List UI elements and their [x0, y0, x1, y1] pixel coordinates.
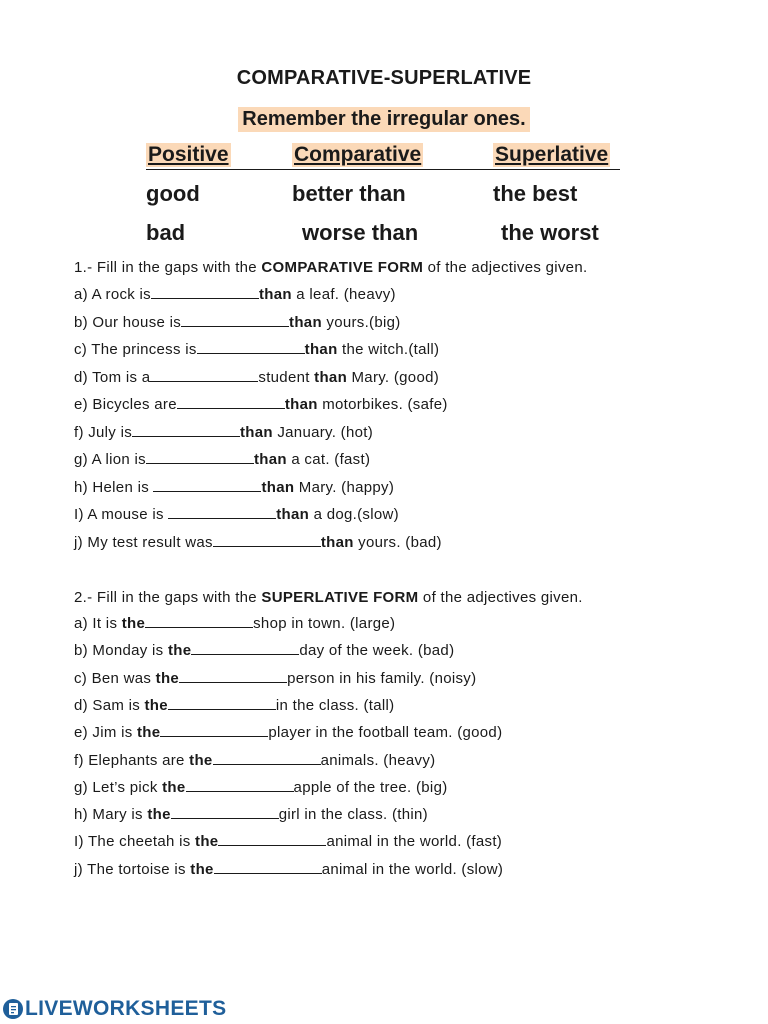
item-keyword: the	[167, 642, 192, 660]
item-text-before: h) Mary is	[74, 806, 148, 824]
header-underline	[146, 169, 620, 170]
answer-blank[interactable]	[160, 724, 268, 737]
exercise2-instruction	[74, 589, 583, 606]
item-text-after: animals. (heavy)	[320, 751, 436, 769]
item-text-before: c) Ben was	[74, 669, 156, 687]
exercise-item	[74, 534, 442, 551]
item-text-after: animal in the world. (slow)	[321, 860, 504, 878]
item-keyword: than	[289, 313, 322, 331]
item-text-before: j) The tortoise is	[74, 860, 191, 878]
instruction-bold: COMPARATIVE FORM	[261, 259, 424, 276]
subtitle: Remember the irregular ones.	[238, 107, 529, 132]
item-keyword: than	[276, 506, 310, 523]
answer-blank[interactable]	[218, 833, 326, 846]
exercise-item	[74, 724, 502, 741]
answer-blank[interactable]	[179, 670, 287, 683]
item-text-middle: student	[258, 368, 315, 386]
item-text-after: a leaf. (heavy)	[291, 286, 396, 303]
header-superlative: Superlative	[495, 143, 609, 166]
item-text-before: b) Monday is	[74, 642, 168, 660]
comparative-cell: better than	[292, 181, 406, 206]
exercise-item	[74, 861, 503, 878]
item-text-after: shop in town. (large)	[253, 615, 396, 632]
item-text-before: f) Elephants are	[74, 751, 190, 769]
exercise-item	[74, 670, 476, 687]
item-text-before: f) July is	[74, 423, 133, 441]
item-text-before: j) My test result was	[74, 533, 213, 551]
item-keyword: than	[258, 286, 292, 303]
item-text-before: I) The cheetah is	[74, 833, 196, 851]
item-keyword: than	[261, 478, 295, 496]
answer-blank[interactable]	[145, 615, 253, 628]
exercise-item	[74, 396, 448, 413]
item-text-after: yours. (bad)	[353, 533, 442, 551]
item-text-after: a cat. (fast)	[286, 451, 371, 468]
item-keyword: the	[137, 724, 161, 742]
item-text-after: Mary. (good)	[347, 368, 440, 386]
item-text-after: player in the football team. (good)	[268, 724, 503, 742]
exercise-item	[74, 369, 439, 386]
item-text-after: in the class. (tall)	[275, 696, 395, 714]
answer-blank[interactable]	[186, 779, 294, 792]
instruction-text: of the adjectives given.	[423, 259, 588, 276]
instruction-bold: SUPERLATIVE FORM	[261, 589, 419, 606]
item-text-before: h) Helen is	[74, 478, 154, 496]
instruction-text: 2.- Fill in the gaps with the	[74, 589, 262, 606]
exercise-item	[74, 779, 448, 796]
answer-blank[interactable]	[197, 341, 305, 354]
instruction-text: 1.- Fill in the gaps with the	[74, 259, 262, 276]
item-text-before: e) Jim is	[74, 724, 137, 742]
item-text-after: girl in the class. (thin)	[278, 806, 428, 824]
answer-blank[interactable]	[150, 369, 258, 382]
item-keyword: than	[253, 451, 287, 468]
item-keyword: the	[189, 751, 213, 769]
irregular-table-row	[0, 220, 768, 250]
footer-logo[interactable]	[2, 996, 226, 1022]
item-text-before: a) It is	[74, 615, 122, 632]
page-title: COMPARATIVE-SUPERLATIVE	[236, 67, 532, 89]
item-text-before: b) Our house is	[74, 313, 182, 331]
exercise1-instruction	[74, 259, 587, 276]
header-positive: Positive	[148, 143, 229, 166]
superlative-cell: the worst	[501, 220, 599, 245]
item-keyword: the	[162, 778, 186, 796]
liveworksheets-logo-icon	[2, 998, 24, 1020]
positive-cell: good	[146, 181, 200, 206]
logo-text: LIVEWORKSHEETS	[25, 997, 227, 1020]
item-keyword: than	[240, 423, 273, 441]
answer-blank[interactable]	[171, 806, 279, 819]
exercise-item	[74, 314, 401, 331]
exercise-item	[74, 615, 395, 632]
answer-blank[interactable]	[153, 479, 261, 492]
item-keyword: the	[121, 615, 146, 632]
item-keyword: the	[155, 669, 180, 687]
exercise-item	[74, 286, 396, 303]
item-text-after: person in his family. (noisy)	[287, 669, 477, 687]
instruction-text: of the adjectives given.	[418, 589, 583, 606]
item-keyword: than	[320, 533, 354, 551]
item-text-before: e) Bicycles are	[74, 396, 177, 413]
comparative-cell: worse than	[302, 220, 419, 245]
item-text-after: Mary. (happy)	[294, 478, 395, 496]
item-keyword: than	[314, 368, 348, 386]
answer-blank[interactable]	[146, 451, 254, 464]
item-text-after: January. (hot)	[272, 423, 373, 441]
item-keyword: than	[284, 396, 318, 413]
answer-blank[interactable]	[181, 314, 289, 327]
answer-blank[interactable]	[168, 506, 276, 519]
exercise-item	[74, 341, 439, 358]
exercise-item	[74, 506, 399, 523]
positive-cell: bad	[146, 220, 186, 245]
header-comparative: Comparative	[294, 143, 422, 166]
answer-blank[interactable]	[151, 286, 259, 299]
item-keyword: than	[304, 341, 338, 358]
item-text-before: a) A rock is	[74, 286, 151, 303]
item-text-after: motorbikes. (safe)	[317, 396, 448, 413]
item-keyword: the	[147, 806, 171, 824]
exercise-item	[74, 451, 370, 468]
answer-blank[interactable]	[214, 861, 322, 874]
exercise-item	[74, 697, 394, 714]
superlative-cell: the best	[493, 181, 578, 206]
answer-blank[interactable]	[213, 752, 321, 765]
item-text-after: apple of the tree. (big)	[293, 778, 448, 796]
exercise-item	[74, 833, 502, 850]
answer-blank[interactable]	[168, 697, 276, 710]
irregular-table-row	[0, 181, 768, 211]
answer-blank[interactable]	[132, 424, 240, 437]
subtitle-wrap	[0, 107, 768, 132]
item-text-before: d) Tom is a	[74, 368, 151, 386]
exercise-item	[74, 752, 435, 769]
item-text-after: the witch.(tall)	[337, 341, 440, 358]
item-keyword: the	[195, 833, 219, 851]
answer-blank[interactable]	[213, 534, 321, 547]
item-text-before: I) A mouse is	[74, 506, 169, 523]
answer-blank[interactable]	[191, 642, 299, 655]
item-text-after: animal in the world. (fast)	[326, 833, 503, 851]
exercise-item	[74, 424, 373, 441]
item-text-before: g) Let’s pick	[74, 778, 163, 796]
answer-blank[interactable]	[177, 396, 285, 409]
item-keyword: the	[144, 696, 168, 714]
exercise-item	[74, 806, 428, 823]
item-keyword: the	[190, 860, 214, 878]
item-text-before: c) The princess is	[74, 341, 197, 358]
item-text-before: g) A lion is	[74, 451, 146, 468]
item-text-before: d) Sam is	[74, 696, 145, 714]
item-text-after: yours.(big)	[321, 313, 401, 331]
item-text-after: a dog.(slow)	[309, 506, 399, 523]
exercise-item	[74, 642, 454, 659]
item-text-after: day of the week. (bad)	[299, 642, 455, 660]
exercise-item	[74, 479, 394, 496]
